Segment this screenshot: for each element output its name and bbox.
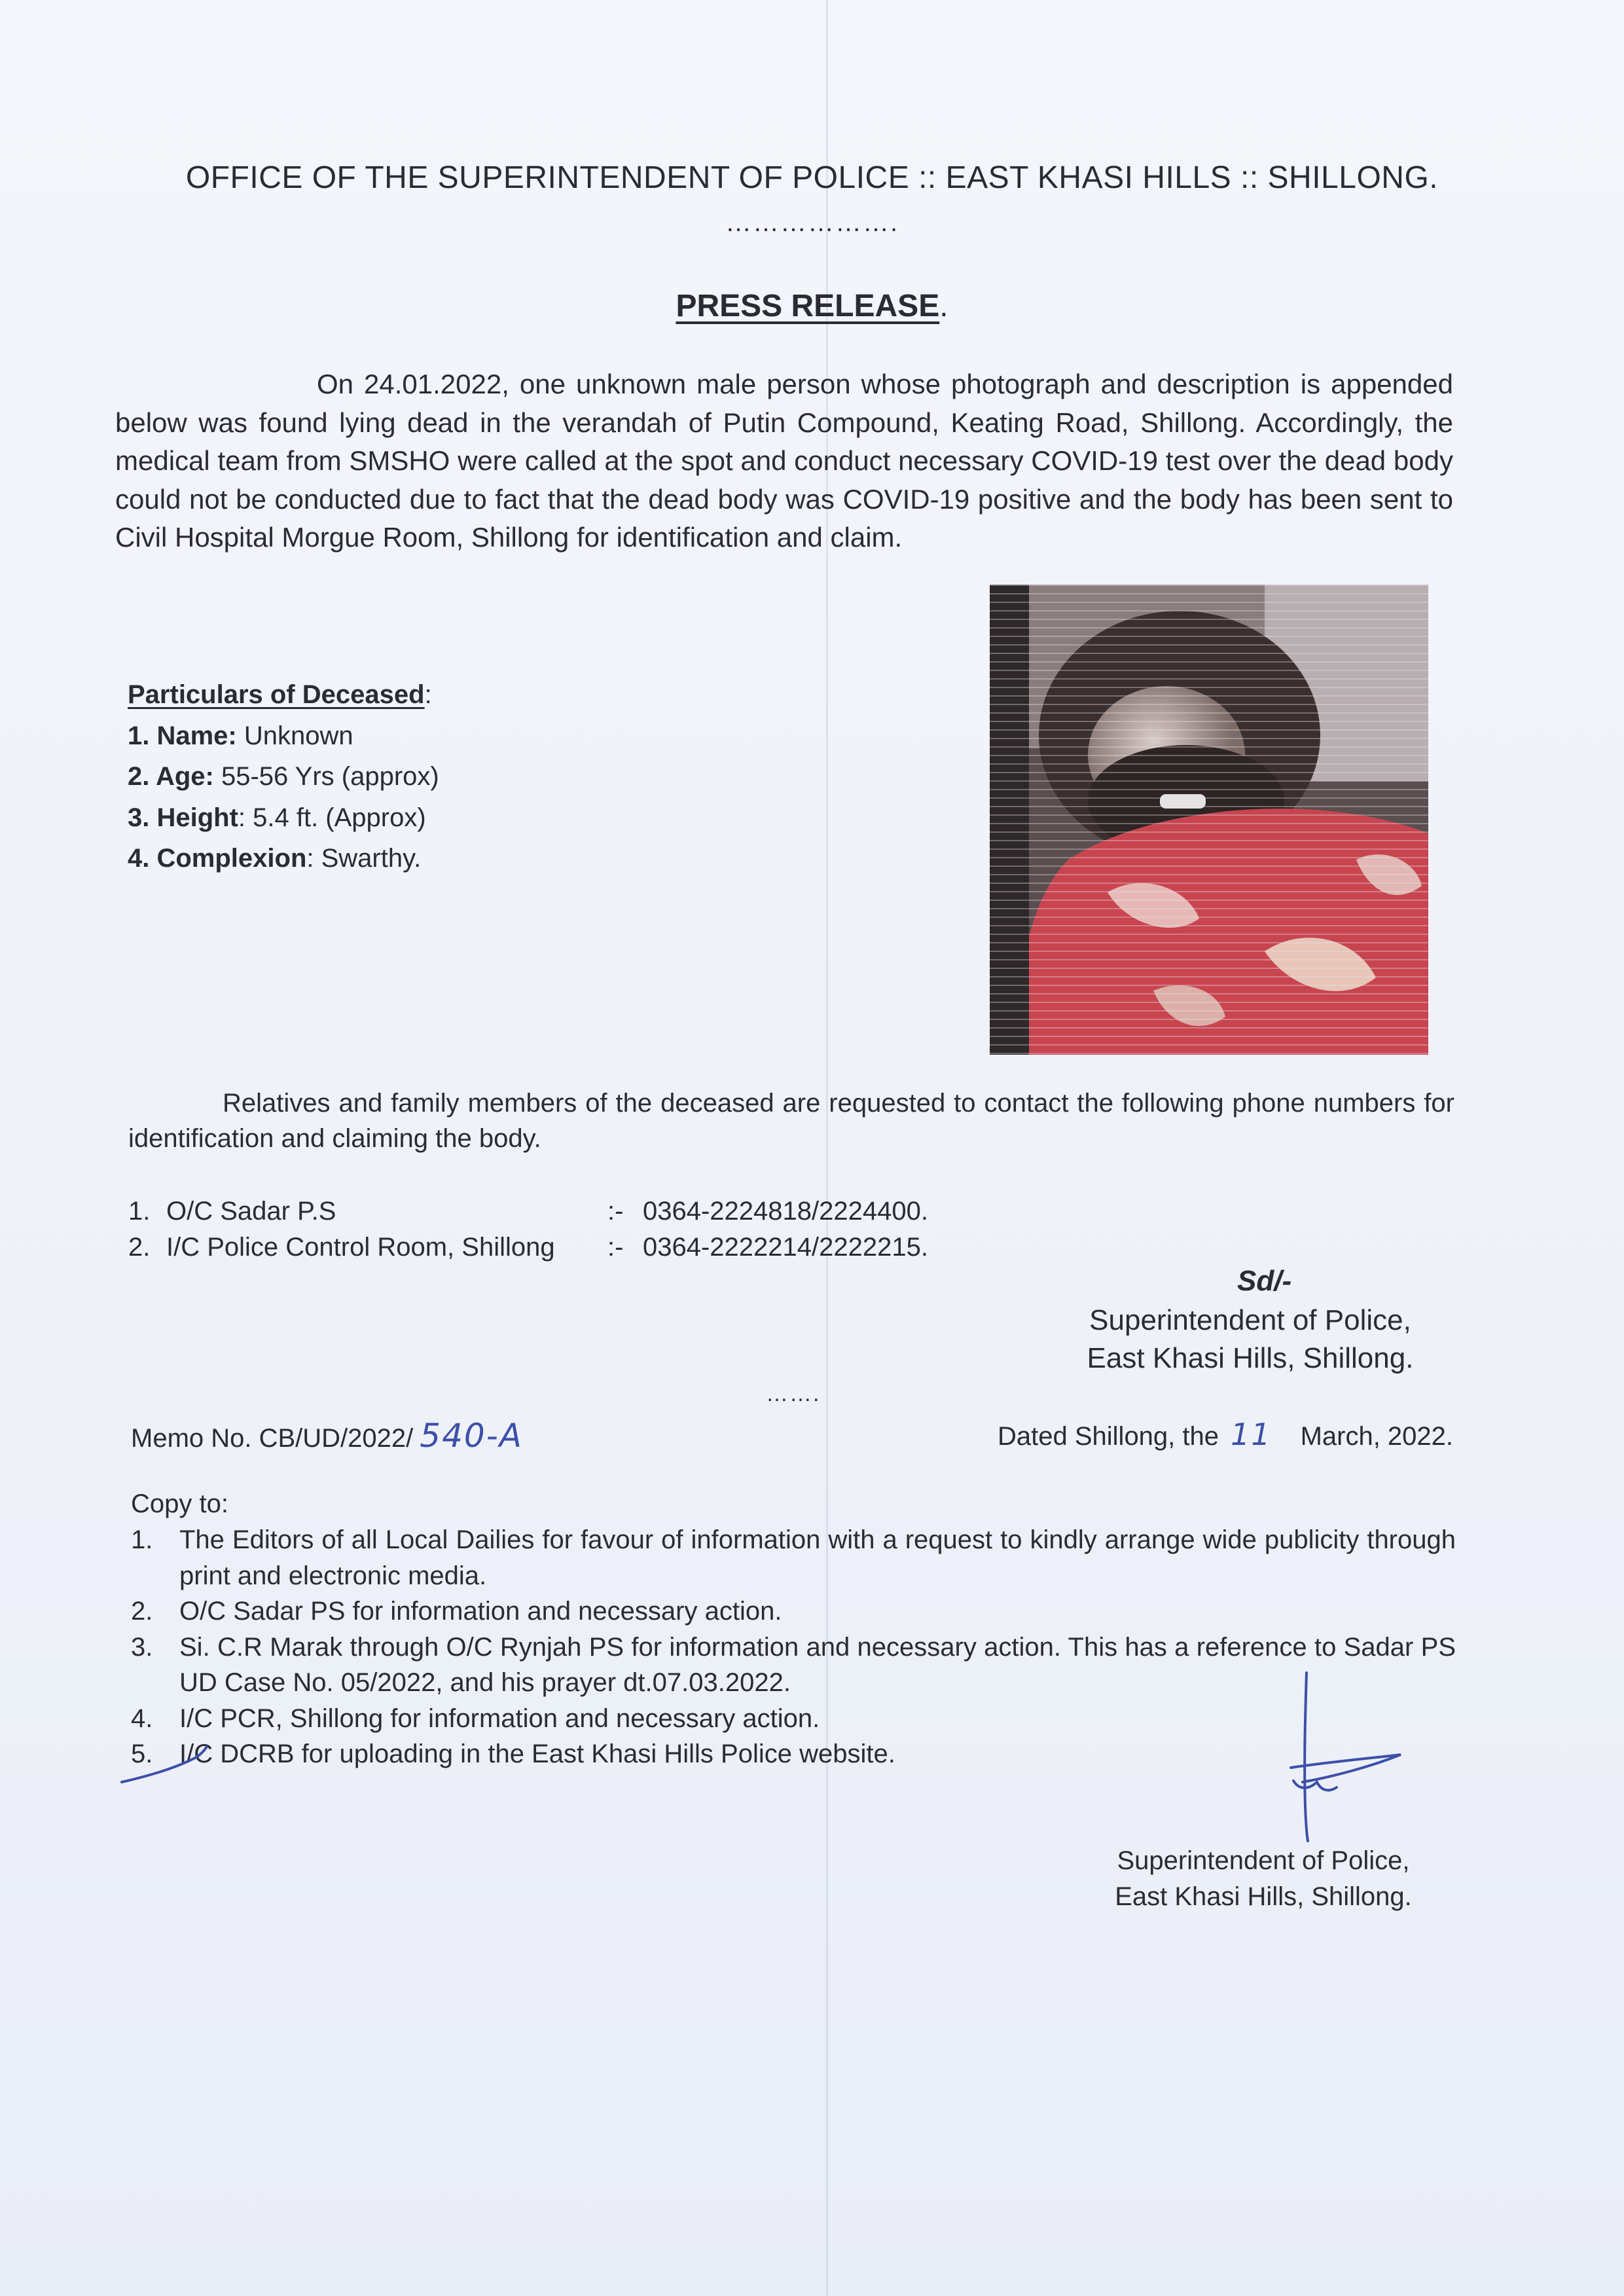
- particular-age: 2. Age: 55-56 Yrs (approx): [128, 762, 439, 791]
- heading-punct: .: [939, 289, 948, 323]
- memo-handwritten-number: 540-A: [420, 1417, 523, 1455]
- signatory-office: East Khasi Hills, Shillong.: [1087, 1342, 1414, 1374]
- contact-label: O/C Sadar P.S: [166, 1197, 336, 1226]
- dated-prefix: Dated Shillong, the: [998, 1422, 1219, 1451]
- letterhead: OFFICE OF THE SUPERINTENDENT OF POLICE :: EAST KHASI HILLS :: SHILLONG.: [185, 160, 1439, 195]
- particulars-title: Particulars of Deceased:: [128, 680, 432, 709]
- particular-height: 3. Height: 5.4 ft. (Approx): [128, 803, 426, 832]
- heading-text: PRESS RELEASE: [676, 289, 940, 323]
- dated-suffix: March, 2022.: [1300, 1422, 1454, 1451]
- copy-list-item: 1. The Editors of all Local Dailies for favour of information with a request to kindly arrange wide publicity through print and electronic media.: [131, 1525, 1456, 1590]
- signatory-office: East Khasi Hills, Shillong.: [1115, 1882, 1412, 1911]
- contact-label: I/C Police Control Room, Shillong: [166, 1233, 555, 1262]
- particular-name: 1. Name: Unknown: [128, 721, 353, 750]
- copy-list-item: 5. I/C DCRB for uploading in the East Khasi Hills Police website.: [131, 1740, 895, 1768]
- contact-phone: 0364-2222214/2222215.: [643, 1233, 928, 1262]
- dated-handwritten-day: 11: [1231, 1417, 1272, 1452]
- copy-list-item: 2. O/C Sadar PS for information and necessary action.: [131, 1597, 782, 1626]
- signatory-title: Superintendent of Police,: [1089, 1304, 1411, 1336]
- copy-to-label: Copy to:: [131, 1489, 228, 1518]
- copy-list-item: 3. Si. C.R Marak through O/C Rynjah PS for information and necessary action. This has a reference to Sadar PS UD Case No. 05/2022, and his prayer dt.07.03.2022.: [131, 1632, 1456, 1697]
- memo-label: Memo No. CB/UD/2022/: [131, 1424, 414, 1453]
- handwritten-signature: [1291, 1673, 1401, 1841]
- relatives-paragraph-text: Relatives and family members of the deceased are requested to contact the following phone numbers for identification and claiming the body.: [128, 1089, 1454, 1153]
- contact-row: 2. I/C Police Control Room, Shillong :- 0364-2222214/2222215.: [128, 1230, 979, 1266]
- sd-mark: Sd/-: [1237, 1265, 1292, 1297]
- body-paragraph-text: On 24.01.2022, one unknown male person whose photograph and description is appended below was found lying dead in the verandah of Putin Compound, Keating Road, Shillong. Accordingly, the medical team from SMSHO were called at the spot and conduct necessary COVID-19 test over the dead body could not be conducted due to fact that the dead body was COVID-19 positive and the body has been sent to Civil Hospital Morgue Room, Shillong for identification and claim.: [115, 369, 1453, 553]
- copy-list-item: 4. I/C PCR, Shillong for information and necessary action.: [131, 1704, 820, 1733]
- particular-complexion: 4. Complexion: Swarthy.: [128, 844, 422, 873]
- separator-dots: …….: [766, 1381, 821, 1406]
- contact-phone: 0364-2224818/2224400.: [643, 1197, 928, 1226]
- letterhead-rule: ……………….: [725, 208, 899, 237]
- handwritten-tick-mark: [122, 1747, 207, 1782]
- signatory-title: Superintendent of Police,: [1117, 1846, 1410, 1875]
- contact-row: 1. O/C Sadar P.S :- 0364-2224818/2224400.: [128, 1194, 979, 1230]
